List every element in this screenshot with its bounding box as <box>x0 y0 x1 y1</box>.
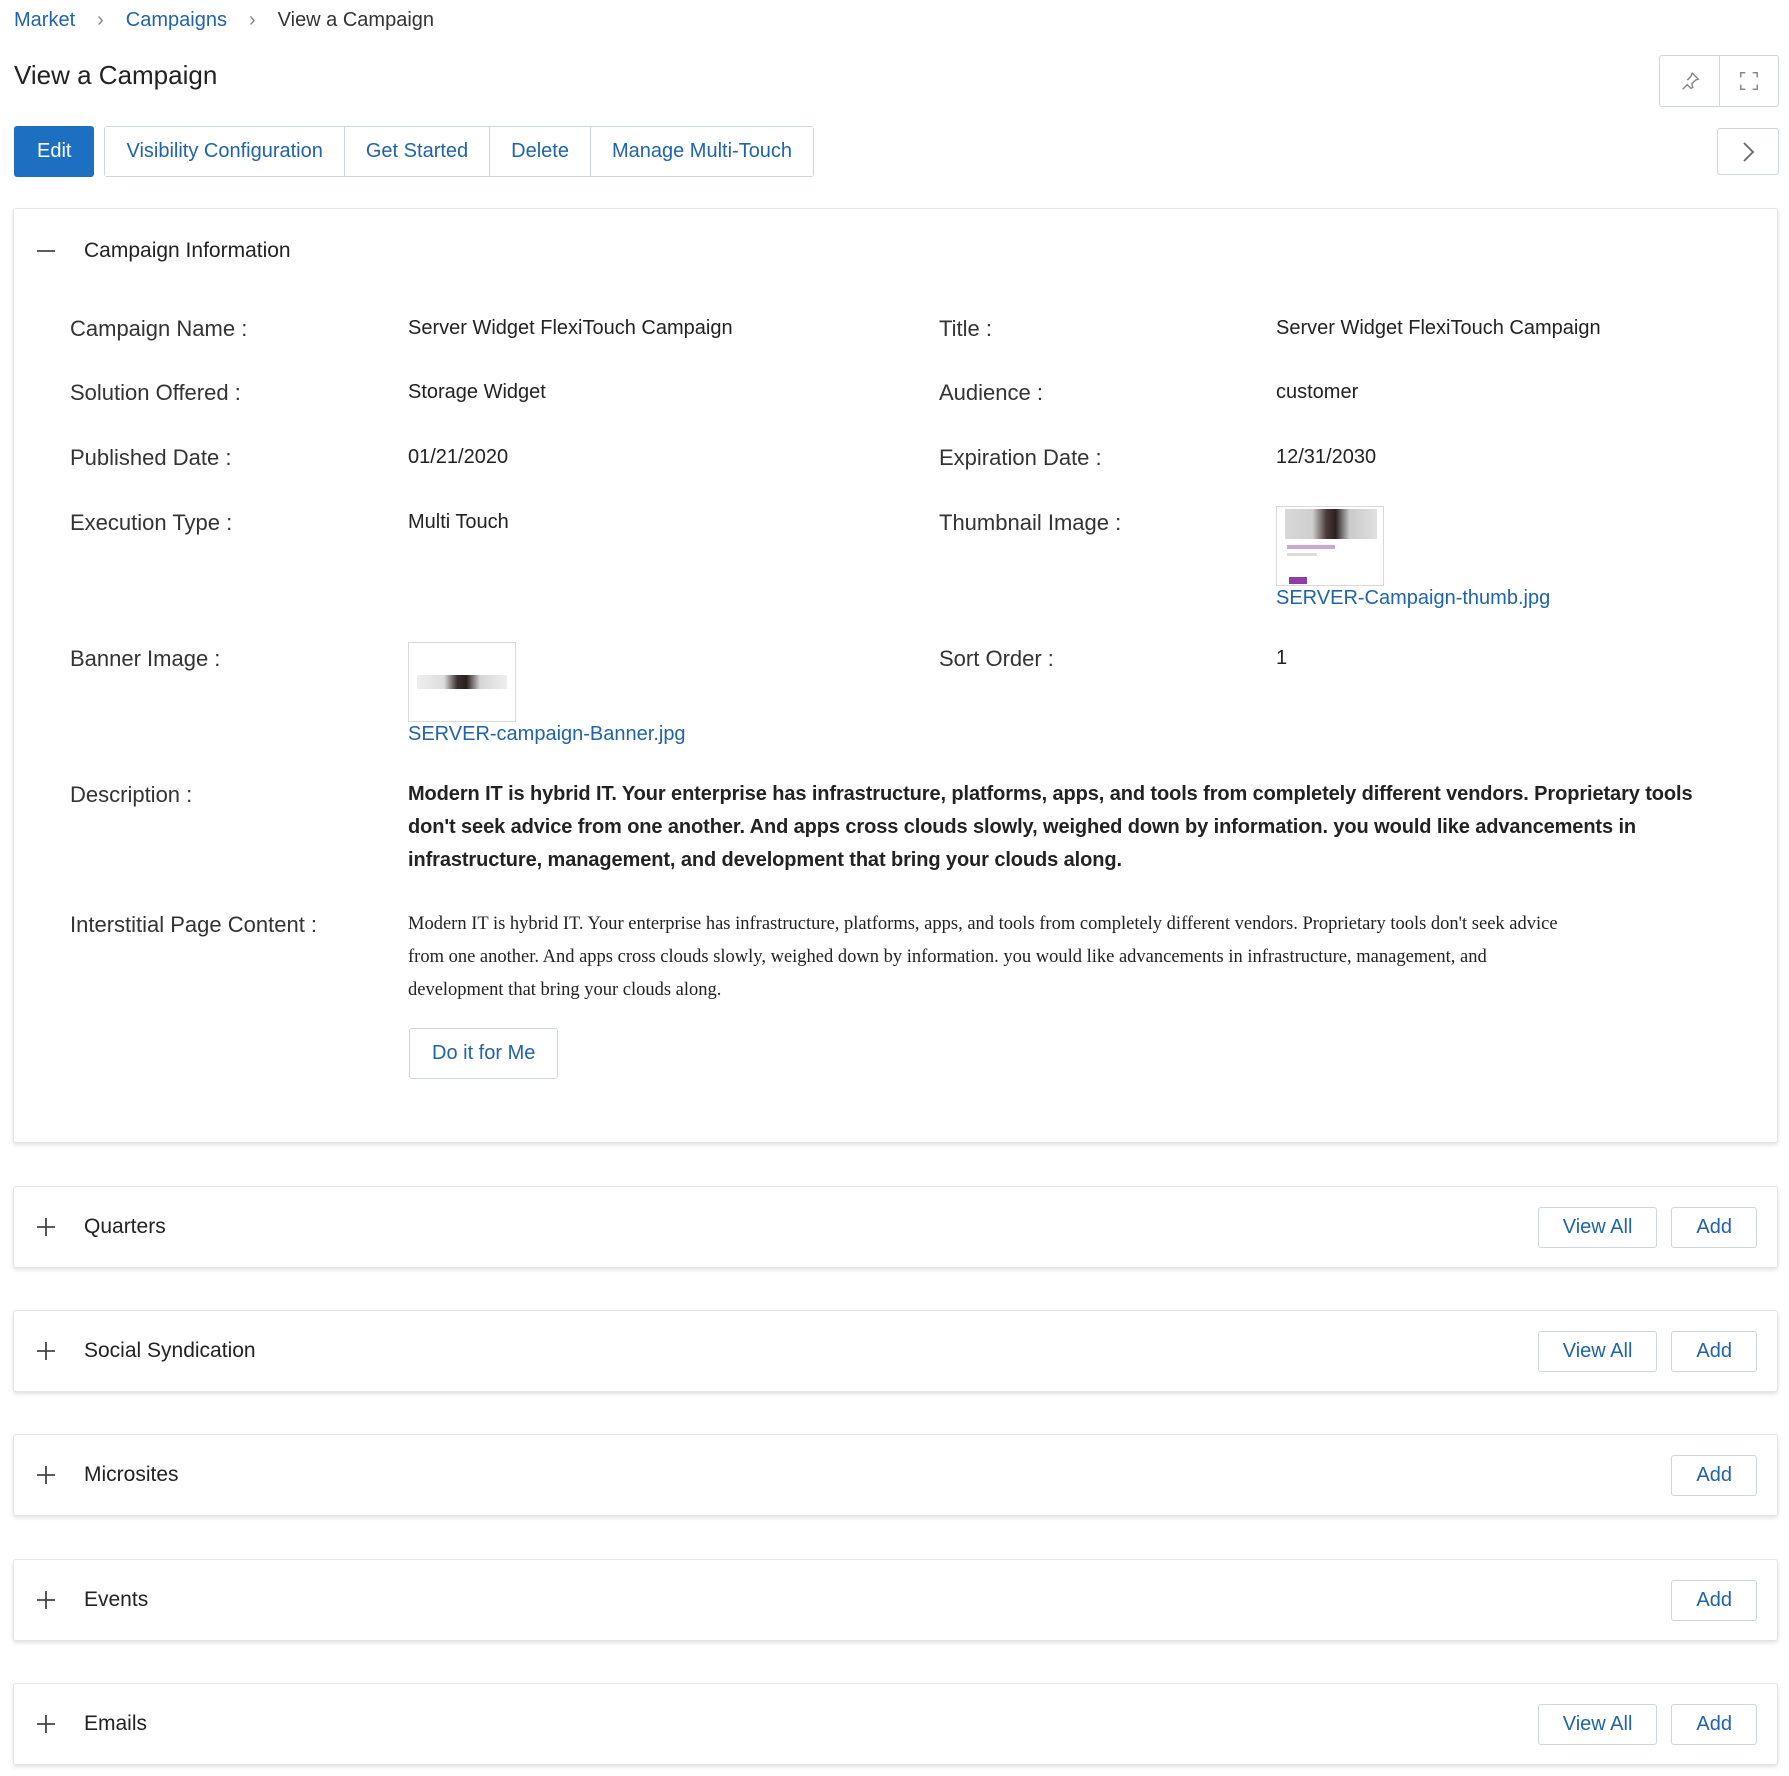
sort-order-value: 1 <box>1276 647 1288 669</box>
emails-panel <box>13 1683 1778 1765</box>
published-date-label: Published Date : <box>70 445 232 470</box>
emails-title: Emails <box>84 1712 148 1735</box>
page-title: View a Campaign <box>14 60 218 90</box>
thumbnail-file-link[interactable]: SERVER-Campaign-thumb.jpg <box>1276 587 1551 609</box>
do-it-for-me-button[interactable]: Do it for Me <box>409 1028 558 1079</box>
quarters-view-all-button[interactable]: View All <box>1538 1207 1658 1248</box>
manage-multi-touch-button[interactable]: Manage Multi-Touch <box>590 127 813 176</box>
breadcrumb <box>14 6 434 34</box>
thumbnail-text-line <box>1287 545 1335 549</box>
breadcrumb-current: View a Campaign <box>277 8 435 31</box>
microsites-header[interactable] <box>14 1435 1777 1515</box>
audience-value: customer <box>1276 381 1359 403</box>
breadcrumb-campaigns-link[interactable]: Campaigns <box>125 8 227 31</box>
expiration-date-value: 12/31/2030 <box>1276 446 1377 468</box>
breadcrumb-separator-icon: › <box>97 8 104 31</box>
get-started-button[interactable]: Get Started <box>344 127 489 176</box>
events-add-button[interactable]: Add <box>1671 1580 1757 1621</box>
events-title: Events <box>84 1588 149 1611</box>
minus-icon[interactable] <box>34 239 58 263</box>
execution-type-value: Multi Touch <box>408 511 509 533</box>
events-header[interactable] <box>14 1560 1777 1640</box>
banner-image-label: Banner Image : <box>70 646 221 671</box>
visibility-configuration-button[interactable]: Visibility Configuration <box>105 127 343 176</box>
emails-actions <box>1538 1704 1757 1745</box>
microsites-add-button[interactable]: Add <box>1671 1455 1757 1496</box>
chevron-right-icon[interactable] <box>1717 128 1779 175</box>
breadcrumb-separator-icon: › <box>248 8 256 31</box>
thumbnail-image-label: Thumbnail Image : <box>939 510 1122 535</box>
emails-add-button[interactable]: Add <box>1671 1704 1757 1745</box>
published-date-value: 01/21/2020 <box>408 446 509 468</box>
emails-view-all-button[interactable]: View All <box>1538 1704 1658 1745</box>
plus-icon[interactable] <box>34 1339 58 1363</box>
quarters-header[interactable] <box>14 1187 1777 1267</box>
campaign-information-panel <box>13 208 1778 1143</box>
quarters-add-button[interactable]: Add <box>1671 1207 1757 1248</box>
social-syndication-panel <box>13 1310 1778 1392</box>
plus-icon[interactable] <box>34 1588 58 1612</box>
microsites-panel <box>13 1434 1778 1516</box>
breadcrumb-market-link[interactable]: Market <box>14 8 76 31</box>
events-panel <box>13 1559 1778 1641</box>
sort-order-label: Sort Order : <box>939 646 1054 671</box>
social-syndication-view-all-button[interactable]: View All <box>1538 1331 1658 1372</box>
events-actions <box>1671 1580 1757 1621</box>
social-syndication-add-button[interactable]: Add <box>1671 1331 1757 1372</box>
quarters-panel <box>13 1186 1778 1268</box>
interstitial-content-value: Modern IT is hybrid IT. Your enterprise has infrastructure, platforms, apps, and tools from completely different vendors. Proprietary tools don't seek advice from one another. And apps cross clouds slowly, weighed down by information. you would like advancements in infrastructure, management, and development that bring your clouds along. <box>408 914 1558 1000</box>
expiration-date-label: Expiration Date : <box>939 445 1102 470</box>
quarters-actions <box>1538 1207 1757 1248</box>
campaign-information-title: Campaign Information <box>84 239 291 262</box>
edit-button[interactable]: Edit <box>14 126 94 177</box>
fullscreen-icon[interactable] <box>1719 56 1778 106</box>
plus-icon[interactable] <box>34 1215 58 1239</box>
plus-icon[interactable] <box>34 1463 58 1487</box>
microsites-actions <box>1671 1455 1757 1496</box>
campaign-name-value: Server Widget FlexiTouch Campaign <box>408 317 733 339</box>
quarters-title: Quarters <box>84 1215 166 1238</box>
thumbnail-image-preview[interactable] <box>1276 506 1384 586</box>
social-syndication-header[interactable] <box>14 1311 1777 1391</box>
thumbnail-text-line <box>1287 553 1317 556</box>
description-value: Modern IT is hybrid IT. Your enterprise has infrastructure, platforms, apps, and tools from completely different vendors. Proprietary tools don't seek advice from one another. And apps cross clouds slowly, weighed down by information. you would like advancements in infrastructure, management, and development that bring your clouds along. <box>408 783 1693 871</box>
title-label: Title : <box>939 316 992 341</box>
campaign-name-label: Campaign Name : <box>70 316 248 341</box>
top-icon-group <box>1659 55 1779 107</box>
banner-photo <box>417 675 507 689</box>
emails-header[interactable] <box>14 1684 1777 1764</box>
thumbnail-photo <box>1285 509 1377 539</box>
banner-file-link[interactable]: SERVER-campaign-Banner.jpg <box>408 723 686 745</box>
pin-icon[interactable] <box>1660 56 1719 106</box>
description-label: Description : <box>70 782 193 807</box>
microsites-title: Microsites <box>84 1463 179 1486</box>
campaign-information-header[interactable] <box>14 209 1777 293</box>
action-toolbar <box>14 126 814 177</box>
social-syndication-actions <box>1538 1331 1757 1372</box>
plus-icon[interactable] <box>34 1712 58 1736</box>
solution-offered-value: Storage Widget <box>408 381 546 403</box>
audience-label: Audience : <box>939 380 1043 405</box>
interstitial-content-label: Interstitial Page Content : <box>70 912 318 937</box>
thumbnail-logo <box>1289 577 1307 584</box>
delete-button[interactable]: Delete <box>489 127 590 176</box>
banner-image-preview[interactable] <box>408 642 516 722</box>
solution-offered-label: Solution Offered : <box>70 380 241 405</box>
execution-type-label: Execution Type : <box>70 510 233 535</box>
social-syndication-title: Social Syndication <box>84 1339 256 1362</box>
title-value: Server Widget FlexiTouch Campaign <box>1276 317 1601 339</box>
action-button-group <box>104 126 814 177</box>
